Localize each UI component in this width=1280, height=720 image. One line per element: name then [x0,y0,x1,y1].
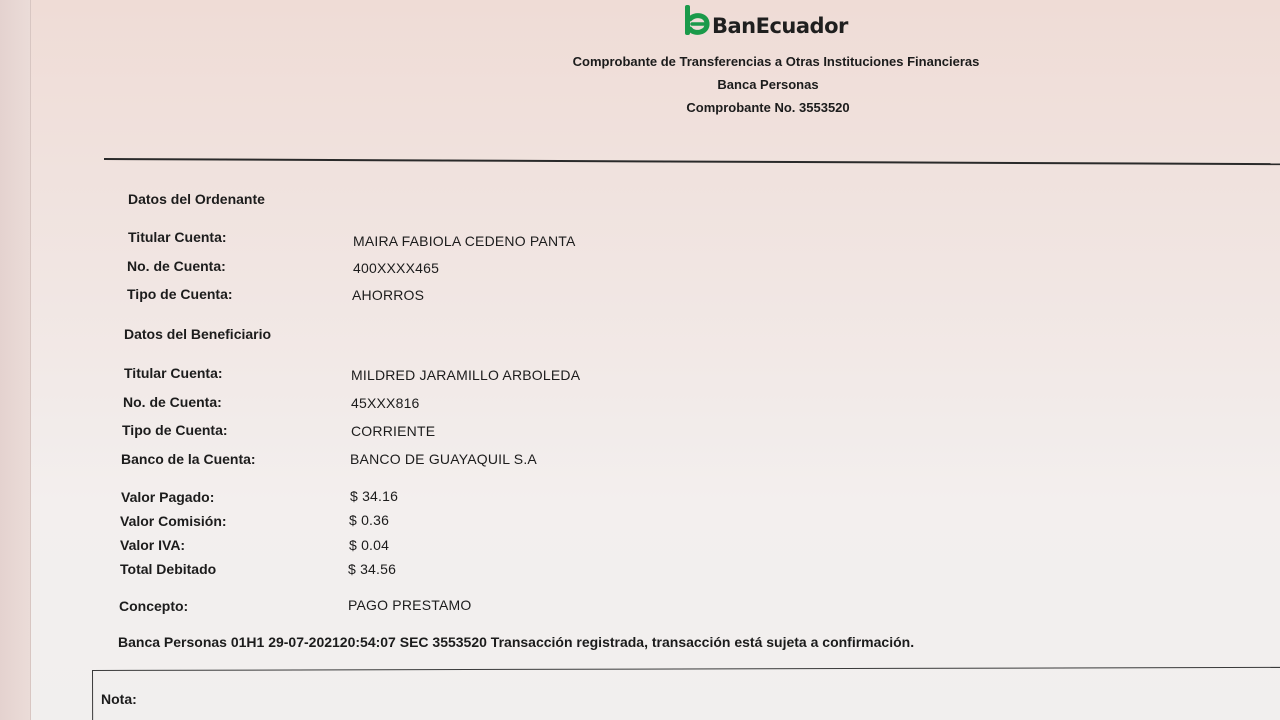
ordenante-cuenta-label: No. de Cuenta: [127,258,226,274]
ordenante-titular-label: Titular Cuenta: [128,229,227,245]
beneficiario-banco-label: Banco de la Cuenta: [121,451,256,467]
valor-comision-value: $ 0.36 [349,512,390,528]
beneficiario-titular-value: MILDRED JARAMILLO ARBOLEDA [351,367,581,383]
beneficiario-cuenta-value: 45XXX816 [351,395,420,411]
concepto-value: PAGO PRESTAMO [348,597,472,613]
header-divider [104,158,1280,165]
brand-name: BanEcuador [712,14,848,38]
ordenante-titular-value: MAIRA FABIOLA CEDENO PANTA [353,233,576,249]
nota-label: Nota: [101,691,137,707]
banecuador-logo-icon [684,5,710,41]
beneficiario-banco-value: BANCO DE GUAYAQUIL S.A [350,451,537,467]
total-debitado-label: Total Debitado [120,561,217,577]
ordenante-section-title: Datos del Ordenante [128,191,265,207]
valor-iva-label: Valor IVA: [120,537,186,553]
screen-bezel [0,0,31,720]
valor-pagado-label: Valor Pagado: [121,489,215,505]
transaction-footer: Banca Personas 01H1 29-07-202120:54:07 SEC 3553520 Transacción registrada, transacción está sujeta a confirmación. [118,634,915,650]
receipt-number: Comprobante No. 3553520 [686,100,850,115]
valor-pagado-value: $ 34.16 [350,488,399,504]
beneficiario-titular-label: Titular Cuenta: [124,365,223,381]
beneficiario-section-title: Datos del Beneficiario [124,326,272,342]
ordenante-tipo-label: Tipo de Cuenta: [127,286,233,302]
ordenante-tipo-value: AHORROS [352,287,425,303]
valor-iva-value: $ 0.04 [349,537,390,553]
nota-box [92,667,1280,720]
banecuador-logo [684,4,848,42]
concepto-label: Concepto: [119,598,189,614]
total-debitado-value: $ 34.56 [348,561,397,577]
beneficiario-tipo-label: Tipo de Cuenta: [122,422,228,438]
document-title: Comprobante de Transferencias a Otras Instituciones Financieras [572,54,980,69]
valor-comision-label: Valor Comisión: [120,513,227,529]
beneficiario-cuenta-label: No. de Cuenta: [123,394,222,410]
document-subtitle: Banca Personas [717,77,819,92]
beneficiario-tipo-value: CORRIENTE [351,423,436,439]
ordenante-cuenta-value: 400XXXX465 [353,260,440,276]
